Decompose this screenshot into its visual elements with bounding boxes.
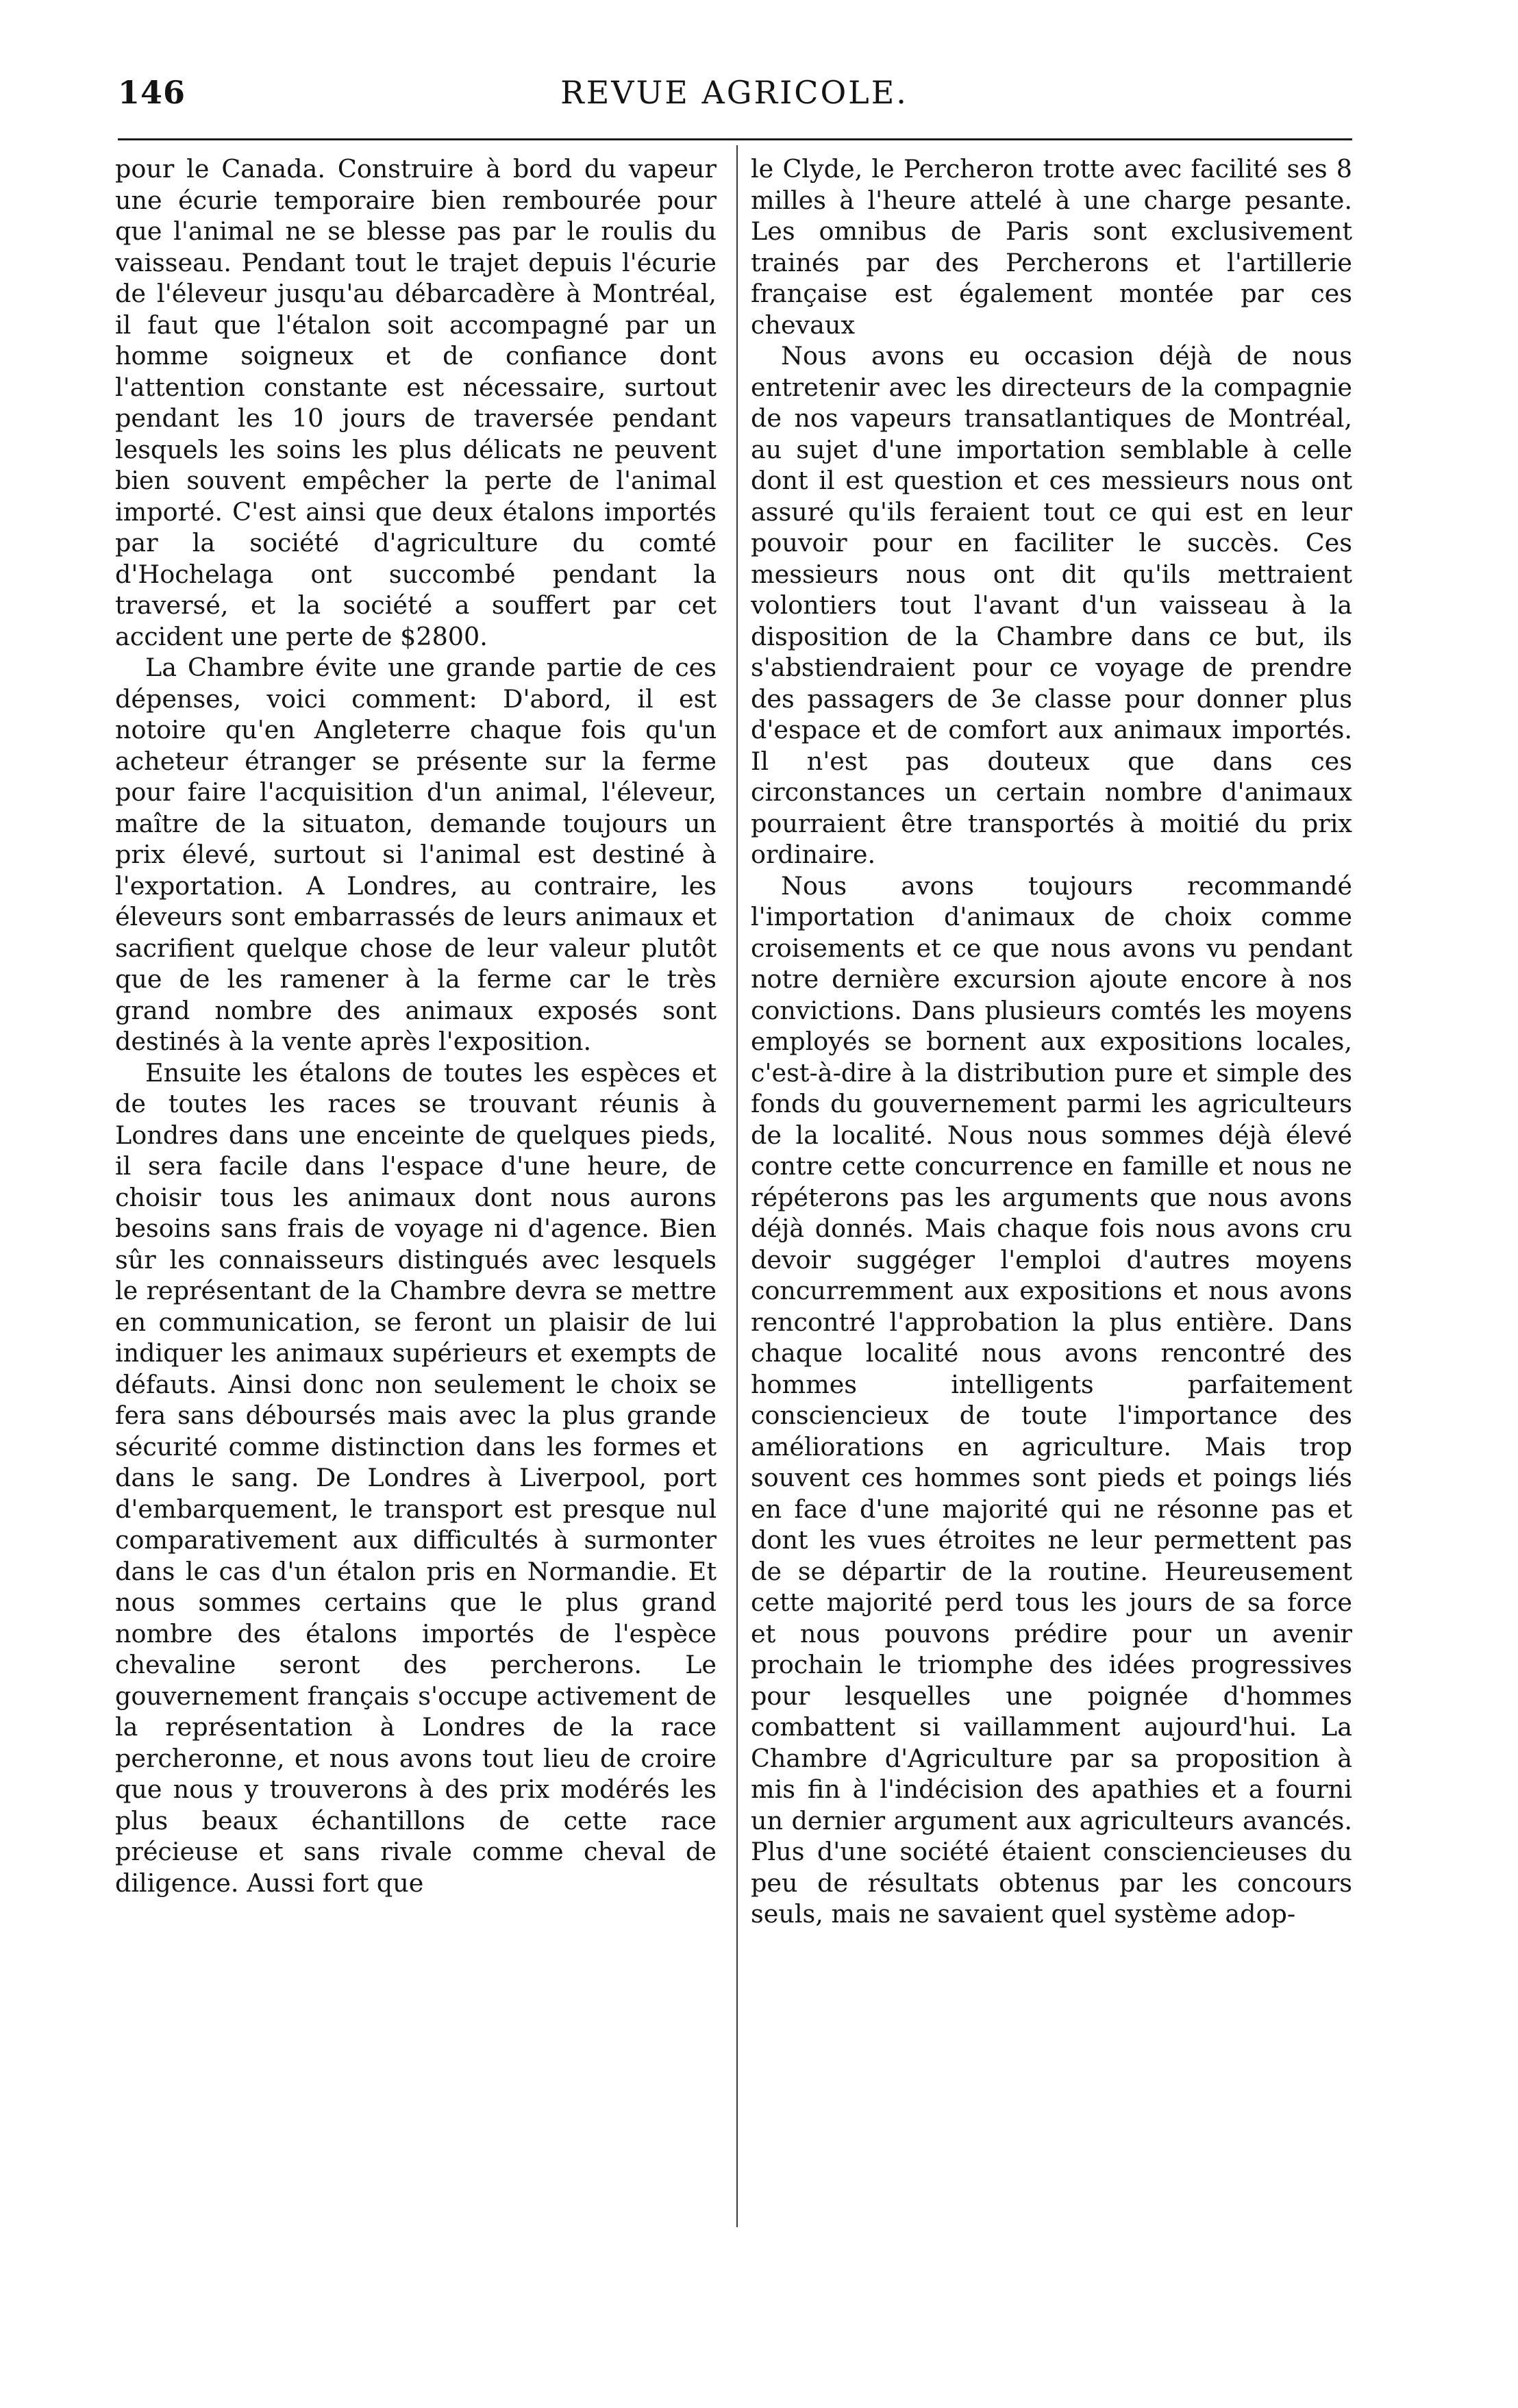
paragraph: Nous avons eu occasion déjà de nous entretenir avec les directeurs de la compagnie de nos vapeurs transatlantiques de Montréal, au sujet d'une importation semblable à celle dont il est question et ces messieurs nous ont assuré qu'ils feraient tout ce qui est en leur pouvoir pour en faciliter le succès. Ces messieurs nous ont dit qu'ils mettraient volontiers tout l'avant d'un vaisseau à la disposition de la Chambre dans ce but, ils s'abstiendraient pour ce voyage de prendre des passagers de 3e classe pour donner plus d'espace et de comfort aux animaux importés. Il n'est pas douteux que dans ces circonstances un certain nombre d'animaux pourraient être transportés à moitié du prix ordinaire. (751, 341, 1352, 869)
left-column (115, 153, 717, 2229)
paragraph: Nous avons toujours recommandé l'importation d'animaux de choix comme croisements et ce que nous avons vu pendant notre dernière excursion ajoute encore à nos convictions. Dans plusieurs comtés les moyens employés se bornent aux expositions locales, c'est-à-dire à la distribution pure et simple des fonds du gouvernement parmi les agriculteurs de la localité. Nous nous sommes déjà élevé contre cette concurrence en famille et nous ne répéterons pas les arguments que nous avons déjà donnés. Mais chaque fois nous avons cru devoir suggéger l'emploi d'autres moyens concurremment aux expositions et nous avons rencontré l'approbation la plus entière. Dans chaque localité nous avons rencontré des hommes intelligents parfaitement consciencieux de toute l'importance des améliorations en agriculture. Mais trop souvent ces hommes sont pieds et poings liés en face d'une majorité qui ne résonne pas et dont les vues étroites ne leur permettent pas de se départir de la routine. Heureusement cette majorité perd tous les jours de sa force et nous pouvons prédire pour un avenir prochain le triomphe des idées progressives pour lesquelles une poignée d'hommes combattent si vaillamment aujourd'hui. La Chambre d'Agriculture par sa proposition à mis fin à l'indécision des apathies et a fourni un dernier argument aux agriculteurs avancés. Plus d'une société étaient consciencieuses du peu de résultats obtenus par les concours seuls, mais ne savaient quel système adop- (751, 870, 1352, 1929)
paragraph: La Chambre évite une grande partie de ces dépenses, voici comment: D'abord, il est notoire qu'en Angleterre chaque fois qu'un acheteur étranger se présente sur la ferme pour faire l'acquisition d'un animal, l'éleveur, maître de la situaton, demande toujours un prix élevé, surtout si l'animal est destiné à l'exportation. A Londres, au contraire, les éleveurs sont embarrassés de leurs animaux et sacrifient quelque chose de leur valeur plutôt que de les ramener à la ferme car le très grand nombre des animaux exposés sont destinés à la vente après l'exposition. (115, 653, 717, 1056)
header-rule (118, 138, 1352, 140)
paragraph: Ensuite les étalons de toutes les espèces et de toutes les races se trouvant réunis à Londres dans une enceinte de quelques pieds, il sera facile dans l'espace d'une heure, de choisir tous les animaux dont nous aurons besoins sans frais de voyage ni d'agence. Bien sûr les connaisseurs distingués avec lesquels le représentant de la Chambre devra se mettre en communication, se feront un plaisir de lui indiquer les animaux supérieurs et exempts de défauts. Ainsi donc non seulement le choix se fera sans déboursés mais avec la plus grande sécurité comme distinction dans les formes et dans le sang. De Londres à Liverpool, port d'embarquement, le transport est presque nul comparativement aux difficultés à surmonter dans le cas d'un étalon pris en Normandie. Et nous sommes certains que le plus grand nombre des étalons importés de l'espèce chevaline seront des percherons. Le gouvernement français s'occupe activement de la représentation à Londres de la race percheronne, et nous avons tout lieu de croire que nous y trouverons à des prix modérés les plus beaux échantillons de cette race précieuse et sans rivale comme cheval de diligence. Aussi fort que (115, 1057, 717, 1898)
paragraph: le Clyde, le Percheron trotte avec facilité ses 8 milles à l'heure attelé à une charge pesante. Les omnibus de Paris sont exclusivement trainés par des Percherons et l'artillerie française est également montée par ces chevaux (751, 154, 1352, 340)
paragraph: pour le Canada. Construire à bord du vapeur une écurie temporaire bien rembourée pour que l'animal ne se blesse pas par le roulis du vaisseau. Pendant tout le trajet depuis l'écurie de l'éleveur jusqu'au débarcadère à Montréal, il faut que l'étalon soit accompagné par un homme soigneux et de confiance dont l'attention constante est nécessaire, surtout pendant les 10 jours de traversée pendant lesquels les soins les plus délicats ne peuvent bien souvent empêcher la perte de l'animal importé. C'est ainsi que deux étalons importés par la société d'agriculture du comté d'Hochelaga ont succombé pendant la traversé, et la société a souffert par cet accident une perte de $2800. (115, 154, 717, 651)
right-column (751, 153, 1352, 2229)
column-divider (736, 145, 738, 2227)
running-head (118, 74, 1351, 122)
journal-title: REVUE AGRICOLE. (560, 74, 908, 111)
page-number: 146 (118, 74, 186, 111)
